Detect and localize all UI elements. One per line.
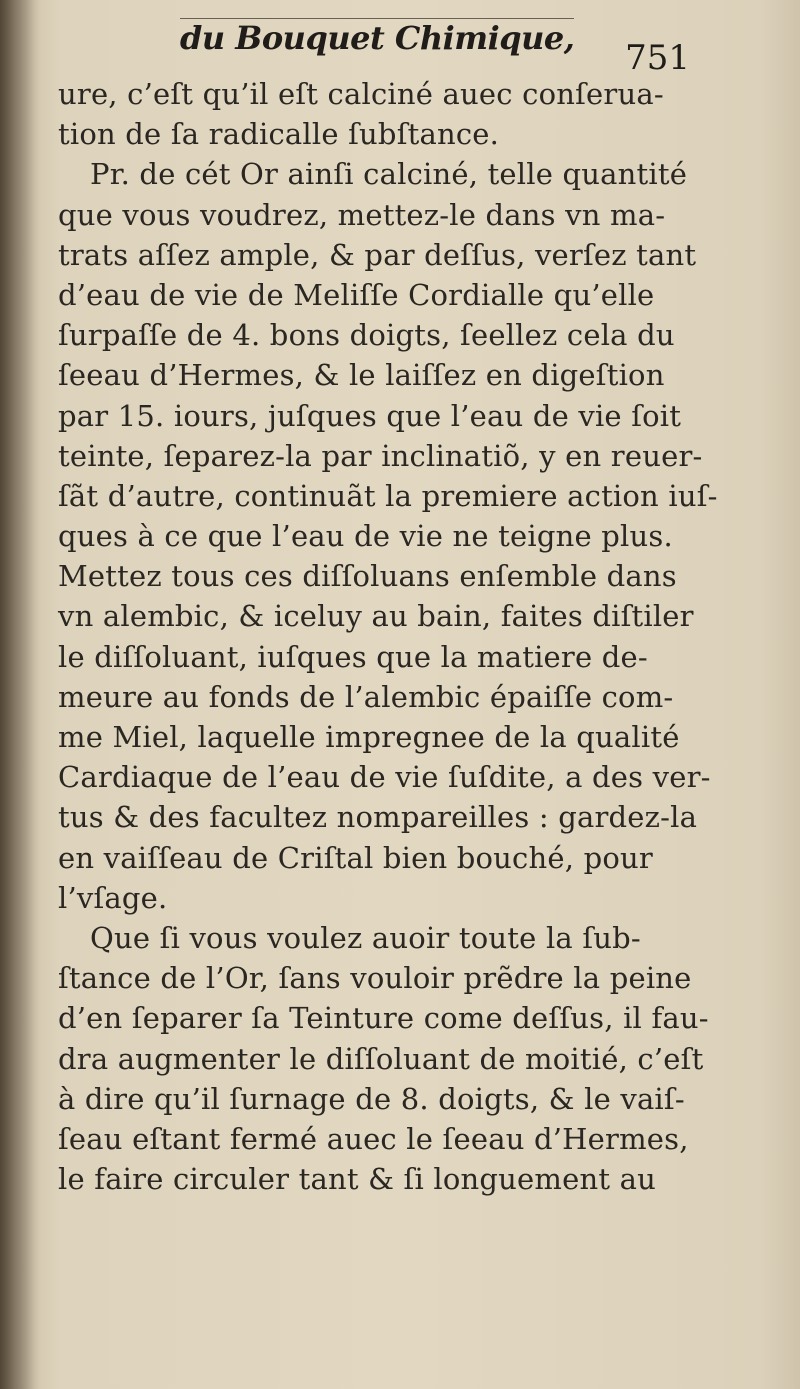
- text-line: le faire circuler tant & ſi longuement au: [58, 1162, 656, 1197]
- text-line: à dire qu’il ſurnage de 8. doigts, & le vaiſ-: [58, 1081, 685, 1116]
- text-line: d’en ſeparer ſa Teinture come deſſus, il fau-: [58, 1001, 709, 1036]
- text-line: en vaiſſeau de Criſtal bien bouché, pour: [58, 840, 653, 875]
- page-number: 751: [625, 38, 690, 78]
- text-line: Pr. de cét Or ainſi calciné, telle quantité: [90, 157, 688, 192]
- text-line: me Miel, laquelle impregnee de la qualité: [58, 720, 680, 754]
- text-line: le diſſoluant, iuſques que la matiere de-: [58, 639, 648, 674]
- text-line: ſeeau d’Hermes, & le laiſſez en digeſtion: [58, 358, 665, 393]
- text-line: ſurpaſſe de 4. bons doigts, ſeellez cela du: [58, 318, 675, 353]
- text-line: que vous voudrez, mettez-le dans vn ma-: [58, 197, 666, 232]
- text-line: ure, c’eſt qu’il eſt calciné auec conſerua-: [58, 77, 664, 111]
- text-line: l’vſage.: [58, 880, 168, 915]
- text-line: vn alembic, & iceluy au bain, faites diſtiler: [58, 599, 694, 634]
- text-line: dra augmenter le diſſoluant de moitié, c’eſt: [58, 1041, 704, 1076]
- text-line: ques à ce que l’eau de vie ne teigne plus.: [58, 519, 673, 554]
- spine-shadow: [0, 0, 40, 1389]
- text-line: tus & des facultez nompareilles : gardez-la: [58, 800, 698, 835]
- text-line: d’eau de vie de Meliſſe Cordialle qu’elle: [58, 277, 655, 312]
- body-text: [58, 74, 718, 1199]
- text-line: par 15. iours, juſques que l’eau de vie ſoit: [58, 398, 682, 433]
- text-line: Cardiaque de l’eau de vie ſuſdite, a des ver-: [58, 760, 711, 795]
- text-line: Mettez tous ces diſſoluans enſemble dans: [58, 559, 677, 594]
- text-line: tion de ſa radicalle ſubſtance.: [58, 117, 500, 152]
- running-title: du Bouquet Chimique,: [180, 19, 575, 57]
- text-line: Que ſi vous voulez auoir toute la ſub-: [90, 920, 641, 955]
- text-line: trats aſſez ample, & par deſſus, verſez tant: [58, 237, 697, 272]
- page-header: [170, 18, 690, 78]
- text-line: ſtance de l’Or, ſans vouloir prẽdre la peine: [58, 961, 692, 996]
- text-line: meure au fonds de l’alembic épaiſſe com-: [58, 679, 674, 714]
- text-line: ſeau eſtant fermé auec le ſeeau d’Hermes,: [58, 1121, 689, 1156]
- text-line: teinte, ſeparez-la par inclinatiõ, y en reuer-: [58, 438, 703, 473]
- text-line: ſãt d’autre, continuãt la premiere action iuſ-: [58, 478, 718, 513]
